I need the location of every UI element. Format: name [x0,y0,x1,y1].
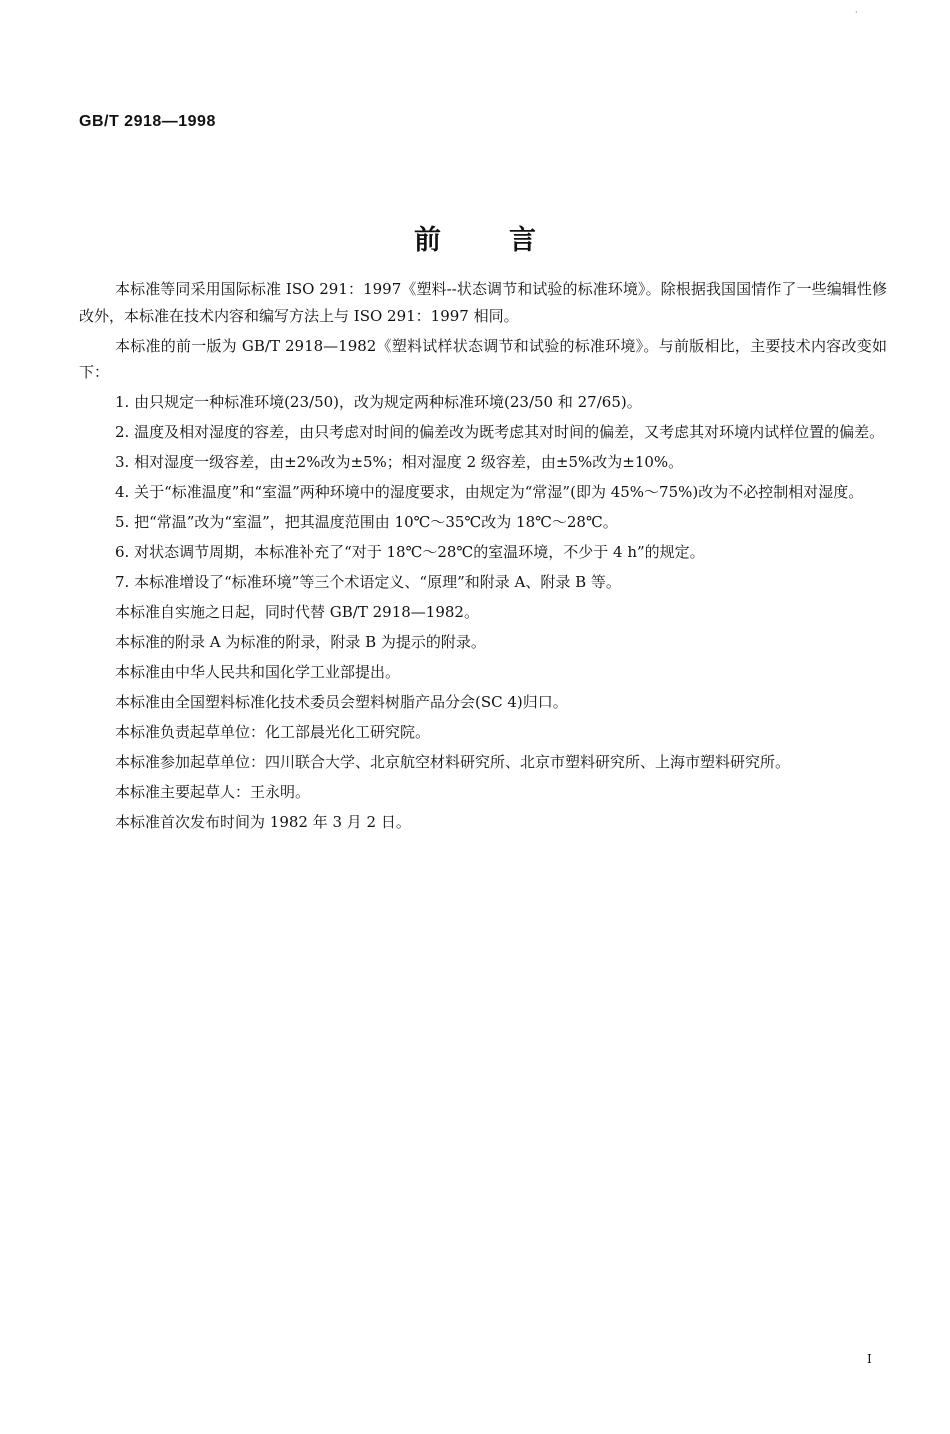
list-item: 3. 相对湿度一级容差，由±2%改为±5%；相对湿度 2 级容差，由±5%改为±10%。 [115,453,684,471]
scan-mark: · [855,8,858,17]
paragraph: 本标准的附录 A 为标准的附录，附录 B 为提示的附录。 [115,633,486,651]
paragraph: 本标准由全国塑料标准化技术委员会塑料树脂产品分会(SC 4)归口。 [115,693,568,711]
paragraph: 本标准首次发布时间为 1982 年 3 月 2 日。 [115,813,411,831]
standard-code: GB/T 2918—1998 [79,113,216,130]
paragraph: 本标准由中华人民共和国化学工业部提出。 [115,663,401,681]
paragraph: 本标准等同采用国际标准 ISO 291：1997《塑料--状态调节和试验的标准环境》。除根据我国国情作了一些编辑性修改外，本标准在技术内容和编写方法上与 ISO 291：1997 相同。 [79,280,887,325]
paragraph: 本标准主要起草人：王永明。 [115,783,311,801]
page-number: I [867,1352,872,1366]
preface-body [79,276,887,839]
paragraph: 本标准的前一版为 GB/T 2918—1982《塑料试样状态调节和试验的标准环境》。与前版相比，主要技术内容改变如下： [79,336,887,381]
list-item: 4. 关于“标准温度”和“室温”两种环境中的湿度要求，由规定为“常湿”(即为 45%～75%)改为不必控制相对湿度。 [115,483,864,501]
list-item: 7. 本标准增设了“标准环境”等三个术语定义、“原理”和附录 A、附录 B 等。 [115,573,621,591]
paragraph: 本标准负责起草单位：化工部晨光化工研究院。 [115,723,431,741]
list-item: 5. 把“常温”改为“室温”，把其温度范围由 10℃～35℃改为 18℃～28℃。 [115,513,618,531]
list-item: 6. 对状态调节周期，本标准补充了“对于 18℃～28℃的室温环境，不少于 4 h”的规定。 [115,543,705,561]
paragraph: 本标准自实施之日起，同时代替 GB/T 2918—1982。 [115,603,479,621]
list-item: 2. 温度及相对湿度的容差，由只考虑对时间的偏差改为既考虑其对时间的偏差，又考虑其对环境内试样位置的偏差。 [115,423,885,441]
page-title: 前言 [414,225,604,256]
list-item: 1. 由只规定一种标准环境(23/50)，改为规定两种标准环境(23/50 和 27/65)。 [115,393,642,411]
paragraph: 本标准参加起草单位：四川联合大学、北京航空材料研究所、北京市塑料研究所、上海市塑料研究所。 [115,753,791,771]
